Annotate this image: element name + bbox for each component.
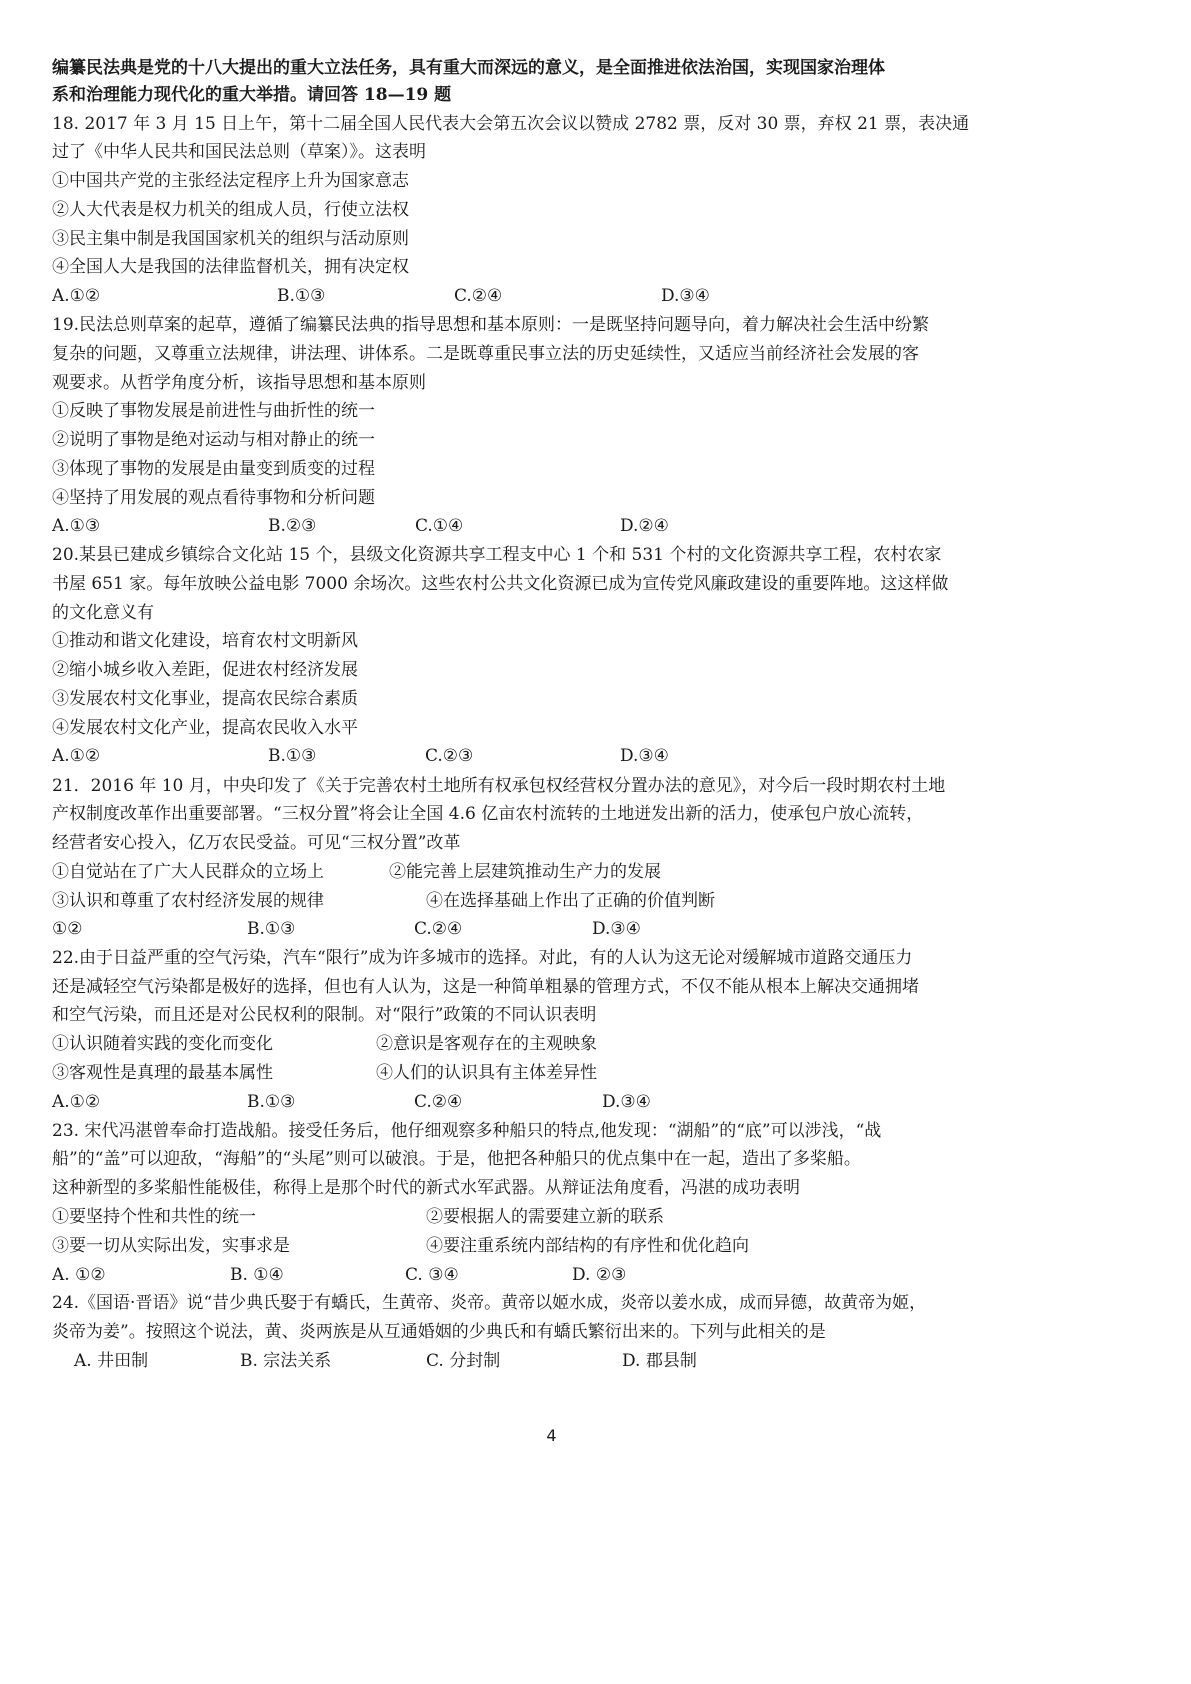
- q24-option-b[interactable]: B. 宗法关系: [240, 1351, 332, 1371]
- q20-stem-line-2: 书屋 651 家。每年放映公益电影 7000 余场次。这些农村公共文化资源已成为宣传党风廉政建设的重要阵地。这这样做: [52, 574, 949, 594]
- q21-statement-1: ①自觉站在了广大人民群众的立场上: [52, 862, 324, 882]
- q23-stem-line-3: 这种新型的多桨船性能极佳，称得上是那个时代的新式水军武器。从辩证法角度看，冯湛的成功表明: [52, 1178, 800, 1198]
- q21-statement-2: ②能完善上层建筑推动生产力的发展: [389, 862, 661, 882]
- q22-statement-4: ④人们的认识具有主体差异性: [376, 1063, 597, 1083]
- q22-stem-line-2: 还是减轻空气污染都是极好的选择，但也有人认为，这是一种简单粗暴的管理方式，不仅不能从根本上解决交通拥堵: [52, 977, 919, 997]
- q19-statement-4: ④坚持了用发展的观点看待事物和分析问题: [52, 488, 375, 508]
- q21-option-d[interactable]: D.③④: [592, 919, 641, 939]
- q23-statement-3: ③要一切从实际出发，实事求是: [52, 1236, 290, 1256]
- q21-stem-line-3: 经营者安心投入，亿万农民受益。可见“三权分置”改革: [52, 833, 461, 853]
- q24-option-c[interactable]: C. 分封制: [426, 1351, 501, 1371]
- q19-option-b[interactable]: B.②③: [268, 516, 317, 536]
- q19-statement-1: ①反映了事物发展是前进性与曲折性的统一: [52, 401, 375, 421]
- q20-statement-2: ②缩小城乡收入差距，促进农村经济发展: [52, 660, 358, 680]
- q18-statement-3: ③民主集中制是我国国家机关的组织与活动原则: [52, 229, 409, 249]
- q20-option-a[interactable]: A.①②: [52, 746, 101, 766]
- q22-option-a[interactable]: A.①②: [52, 1092, 101, 1112]
- q22-option-b[interactable]: B.①③: [247, 1092, 296, 1112]
- q19-statement-2: ②说明了事物是绝对运动与相对静止的统一: [52, 430, 375, 450]
- q18-option-b[interactable]: B.①③: [277, 286, 326, 306]
- q23-option-c[interactable]: C. ③④: [405, 1265, 459, 1285]
- q21-statement-4: ④在选择基础上作出了正确的价值判断: [426, 891, 715, 911]
- q22-option-c[interactable]: C.②④: [414, 1092, 463, 1112]
- q20-option-c[interactable]: C.②③: [425, 746, 474, 766]
- q23-statement-1: ①要坚持个性和共性的统一: [52, 1207, 256, 1227]
- q23-stem-line-1: 23. 宋代冯湛曾奉命打造战船。接受任务后，他仔细观察多种船只的特点,他发现：“湖船”的“底”可以涉浅，“战: [52, 1121, 882, 1141]
- q18-option-d[interactable]: D.③④: [661, 286, 710, 306]
- q19-option-a[interactable]: A.①③: [52, 516, 101, 536]
- q22-statement-3: ③客观性是真理的最基本属性: [52, 1063, 273, 1083]
- q22-stem-line-1: 22.由于日益严重的空气污染，汽车“限行”成为许多城市的选择。对此，有的人认为这无论对缓解城市道路交通压力: [52, 948, 913, 968]
- q20-statement-1: ①推动和谐文化建设，培育农村文明新风: [52, 631, 358, 651]
- q23-option-b[interactable]: B. ①④: [230, 1265, 284, 1285]
- q18-option-a[interactable]: A.①②: [52, 286, 101, 306]
- q22-statement-2: ②意识是客观存在的主观映象: [376, 1034, 597, 1054]
- q21-statement-3: ③认识和尊重了农村经济发展的规律: [52, 891, 324, 911]
- q18-statement-1: ①中国共产党的主张经法定程序上升为国家意志: [52, 171, 409, 191]
- q24-stem-line-1: 24.《国语·晋语》说“昔少典氏娶于有蟜氏，生黄帝、炎帝。黄帝以姬水成，炎帝以姜水成，成而异德，故黄帝为姬，: [52, 1293, 927, 1313]
- q19-stem-line-3: 观要求。从哲学角度分析，该指导思想和基本原则: [52, 373, 426, 393]
- q19-statement-3: ③体现了事物的发展是由量变到质变的过程: [52, 459, 375, 479]
- q18-option-c[interactable]: C.②④: [454, 286, 503, 306]
- q18-stem-line-2: 过了《中华人民共和国民法总则（草案）》。这表明: [52, 142, 426, 162]
- page-number: 4: [546, 1426, 557, 1445]
- q23-option-d[interactable]: D. ②③: [572, 1265, 627, 1285]
- q23-stem-line-2: 船”的“盖”可以迎敌，“海船”的“头尾”则可以破浪。于是，他把各种船只的优点集中在一起，造出了多桨船。: [52, 1149, 861, 1169]
- q20-option-b[interactable]: B.①③: [268, 746, 317, 766]
- q21-stem-line-2: 产权制度改革作出重要部署。“三权分置”将会让全国 4.6 亿亩农村流转的土地迸发出新的活力，使承包户放心流转，: [52, 804, 924, 824]
- intro-line-2: 系和治理能力现代化的重大举措。请回答 18—19 题: [52, 85, 452, 105]
- q20-stem-line-1: 20.某县已建成乡镇综合文化站 15 个，县级文化资源共享工程支中心 1 个和 531 个村的文化资源共享工程，农村农家: [52, 545, 942, 565]
- q24-option-d[interactable]: D. 郡县制: [622, 1351, 697, 1371]
- q20-statement-3: ③发展农村文化事业，提高农民综合素质: [52, 689, 358, 709]
- q21-option-b[interactable]: B.①③: [247, 919, 296, 939]
- q19-stem-line-2: 复杂的问题，又尊重立法规律，讲法理、讲体系。二是既尊重民事立法的历史延续性，又适应当前经济社会发展的客: [52, 344, 919, 364]
- q18-stem-line-1: 18. 2017 年 3 月 15 日上午，第十二届全国人民代表大会第五次会议以赞成 2782 票，反对 30 票，弃权 21 票，表决通: [52, 114, 970, 134]
- q20-statement-4: ④发展农村文化产业，提高农民收入水平: [52, 718, 358, 738]
- q22-stem-line-3: 和空气污染，而且还是对公民权利的限制。对“限行”政策的不同认识表明: [52, 1005, 597, 1025]
- q18-statement-4: ④全国人大是我国的法律监督机关，拥有决定权: [52, 257, 409, 277]
- q21-option-c[interactable]: C.②④: [414, 919, 463, 939]
- q20-stem-line-3: 的文化意义有: [52, 603, 154, 623]
- q24-option-a[interactable]: A. 井田制: [74, 1351, 149, 1371]
- q24-stem-line-2: 炎帝为姜”。按照这个说法，黄、炎两族是从互通婚姻的少典氏和有蟜氏繁衍出来的。下列与此相关的是: [52, 1322, 826, 1342]
- q23-statement-4: ④要注重系统内部结构的有序性和优化趋向: [426, 1236, 749, 1256]
- q21-stem-line-1: 21．2016 年 10 月，中央印发了《关于完善农村土地所有权承包权经营权分置办法的意见》，对今后一段时期农村土地: [52, 776, 946, 796]
- q22-statement-1: ①认识随着实践的变化而变化: [52, 1034, 273, 1054]
- q19-option-d[interactable]: D.②④: [620, 516, 669, 536]
- q23-option-a[interactable]: A. ①②: [52, 1265, 106, 1285]
- q22-option-d[interactable]: D.③④: [602, 1092, 651, 1112]
- q23-statement-2: ②要根据人的需要建立新的联系: [426, 1207, 664, 1227]
- q21-option-a[interactable]: ①②: [52, 919, 83, 939]
- q20-option-d[interactable]: D.③④: [620, 746, 669, 766]
- q19-option-c[interactable]: C.①④: [415, 516, 464, 536]
- q19-stem-line-1: 19.民法总则草案的起草，遵循了编纂民法典的指导思想和基本原则：一是既坚持问题导向，着力解决社会生活中纷繁: [52, 315, 930, 335]
- intro-line-1: 编纂民法典是党的十八大提出的重大立法任务，具有重大而深远的意义，是全面推进依法治国，实现国家治理体: [52, 58, 885, 78]
- q18-statement-2: ②人大代表是权力机关的组成人员，行使立法权: [52, 200, 409, 220]
